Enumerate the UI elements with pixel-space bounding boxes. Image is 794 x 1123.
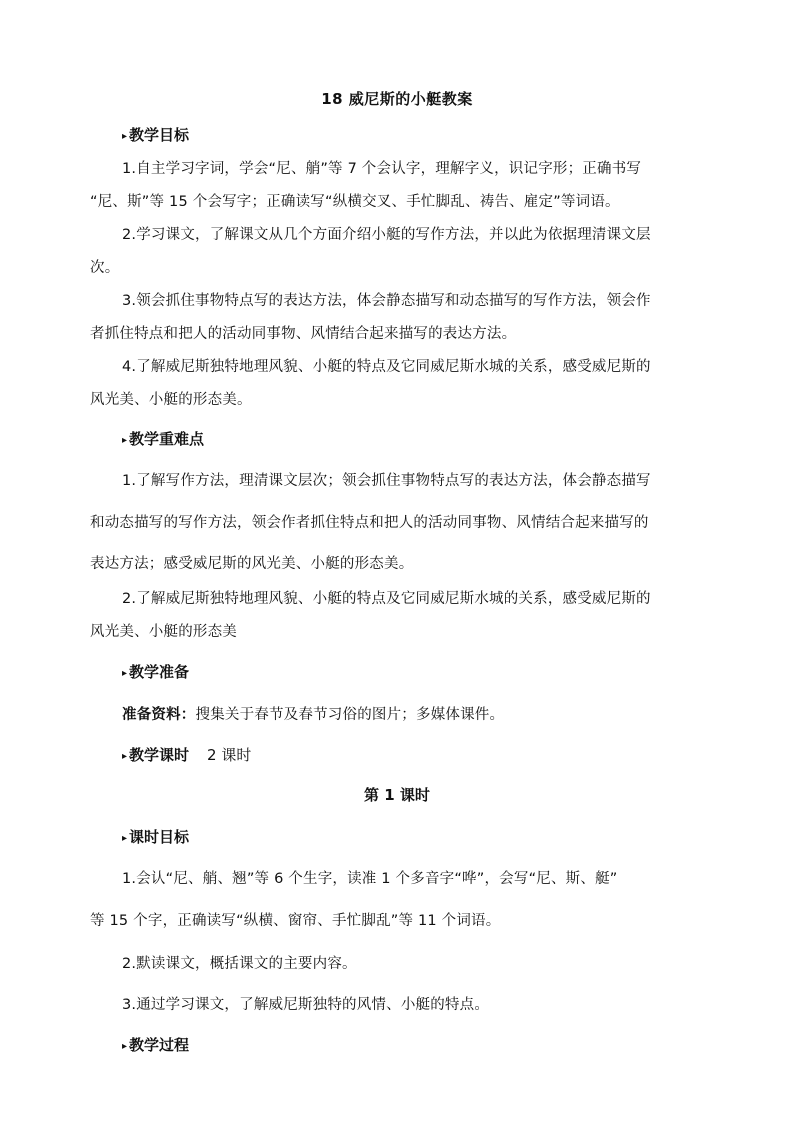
- section-heading-goals: [122, 124, 189, 145]
- text-line: 者抓住特点和把人的活动同事物、风情结合起来描写的表达方法。: [90, 326, 517, 342]
- bullet-arrow-icon: ▸: [122, 131, 128, 142]
- heading-text: 课时目标: [129, 828, 190, 846]
- text-line: 1.了解写作方法，理清课文层次；领会抓住事物特点写的表达方法，体会静态描写: [122, 473, 651, 489]
- text-line: 3.通过学习课文，了解威尼斯独特的风情、小艇的特点。: [122, 997, 490, 1013]
- heading-text: 教学过程: [129, 1036, 190, 1054]
- text-line: 1.自主学习字词，学会“尼、艄”等 7 个会认字，理解字义，识记字形；正确书写: [122, 161, 642, 177]
- section-heading-process: [122, 1034, 189, 1055]
- prep-text: 搜集关于春节及春节习俗的图片；多媒体课件。: [195, 707, 505, 723]
- section-heading-key-points: [122, 428, 204, 449]
- bullet-arrow-icon: ▸: [122, 833, 128, 844]
- hours-value: 2 课时: [207, 746, 252, 764]
- heading-text: 教学重难点: [129, 430, 205, 448]
- text-line: 风光美、小艇的形态美: [90, 624, 237, 640]
- text-line: 3.领会抓住事物特点写的表达方法，体会静态描写和动态描写的写作方法，领会作: [122, 293, 651, 309]
- text-line: “尼、斯”等 15 个会写字；正确读写“纵横交叉、手忙脚乱、祷告、雇定”等词语。: [90, 194, 620, 210]
- text-line: 1.会认“尼、艄、翘”等 6 个生字，读准 1 个多音字“哗”，会写“尼、斯、艇”: [122, 871, 618, 887]
- text-line: 2.了解威尼斯独特地理风貌、小艇的特点及它同威尼斯水城的关系，感受威尼斯的: [122, 591, 651, 607]
- bullet-arrow-icon: ▸: [122, 751, 128, 762]
- section-heading-lesson-goals: [122, 826, 189, 847]
- bullet-arrow-icon: ▸: [122, 435, 128, 446]
- prep-label: 准备资料：: [122, 707, 196, 723]
- document-title: 18 威尼斯的小艇教案: [321, 90, 473, 108]
- bullet-arrow-icon: ▸: [122, 668, 128, 679]
- text-line: 等 15 个字，正确读写“纵横、窗帘、手忙脚乱”等 11 个词语。: [90, 913, 501, 929]
- section-heading-preparation: [122, 661, 189, 682]
- bullet-arrow-icon: ▸: [122, 1041, 128, 1052]
- text-line: 和动态描写的写作方法，领会作者抓住特点和把人的活动同事物、风情结合起来描写的: [90, 515, 649, 531]
- section-heading-hours: [122, 744, 251, 765]
- text-line: 4.了解威尼斯独特地理风貌、小艇的特点及它同威尼斯水城的关系，感受威尼斯的: [122, 359, 651, 375]
- text-line: 次。: [90, 260, 120, 276]
- heading-text: 教学准备: [129, 663, 190, 681]
- text-line: 表达方法；感受威尼斯的风光美、小艇的形态美。: [90, 556, 414, 572]
- prep-line: [122, 703, 736, 724]
- text-line: 风光美、小艇的形态美。: [90, 392, 252, 408]
- lesson-title: 第 1 课时: [364, 786, 430, 804]
- text-line: 2.默读课文，概括课文的主要内容。: [122, 956, 357, 972]
- heading-text: 教学目标: [129, 126, 190, 144]
- heading-text: 教学课时: [129, 746, 190, 764]
- text-line: 2.学习课文，了解课文从几个方面介绍小艇的写作方法，并以此为依据理清课文层: [122, 227, 651, 243]
